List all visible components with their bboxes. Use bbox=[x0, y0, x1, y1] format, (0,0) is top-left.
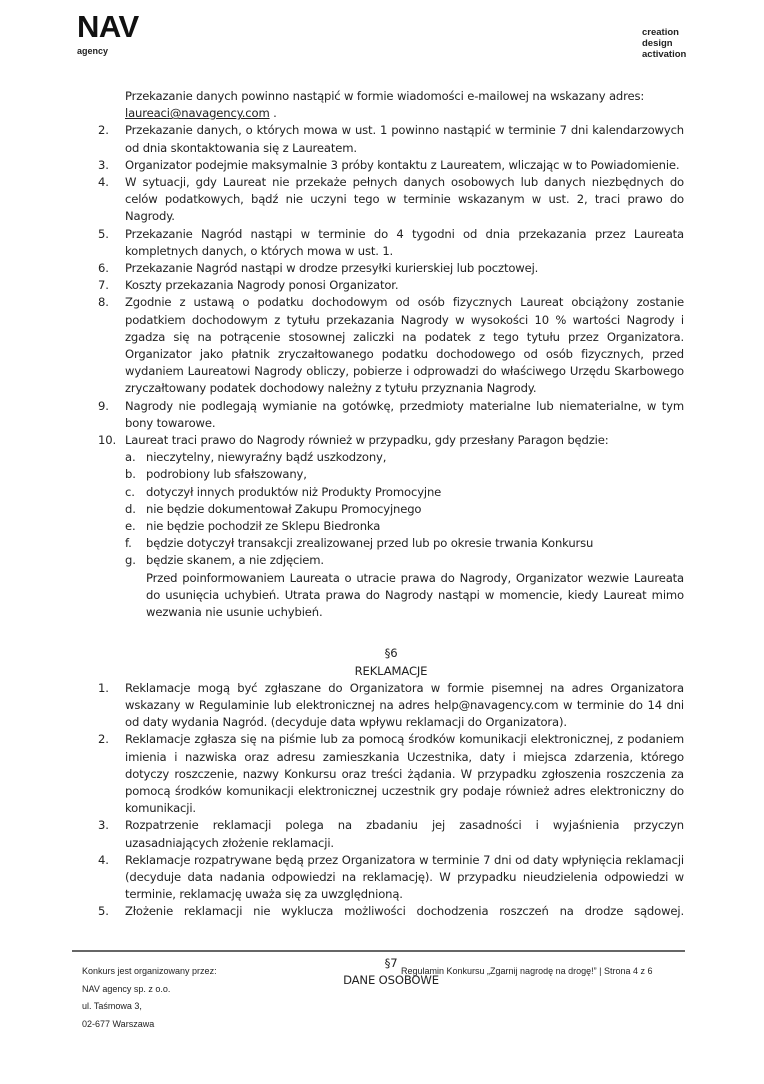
tagline-line: design bbox=[642, 38, 673, 49]
sub-item-text: nie będzie pochodził ze Sklepu Biedronka bbox=[146, 519, 381, 534]
item-text: Organizator podejmie maksymalnie 3 próby kontaktu z Laureatem, wliczając w to Powiadomienie. bbox=[125, 157, 680, 172]
item-number: 7. bbox=[98, 278, 109, 293]
sub-item-text: nieczytelny, niewyraźny bądź uszkodzony, bbox=[146, 450, 387, 465]
organizer-line: ul. Taśmowa 3, bbox=[82, 1001, 142, 1011]
item-number: 9. bbox=[98, 398, 109, 413]
item-number: 2. bbox=[98, 732, 109, 747]
list-item bbox=[98, 260, 684, 277]
item-text: Przekazanie Nagród nastąpi w terminie do 4 tygodni od dnia przekazania przez Laureata kompletnych danych, o których mowa w ust. 1. bbox=[125, 226, 684, 258]
sub-item-letter: d. bbox=[125, 501, 136, 516]
document-body bbox=[98, 88, 684, 989]
sub-item-letter: g. bbox=[125, 553, 136, 568]
laureaci-email-link[interactable]: laureaci@navagency.com bbox=[125, 106, 270, 121]
item-number: 10. bbox=[98, 433, 116, 448]
section-6-number: §6 bbox=[384, 646, 398, 661]
sub-list-item bbox=[98, 535, 684, 552]
item-1-tail-text: Przekazanie danych powinno nastąpić w formie wiadomości e-mailowej na wskazany adres: bbox=[125, 89, 645, 103]
sub-list-item bbox=[98, 484, 684, 501]
sub-list-item bbox=[98, 466, 684, 483]
list-item bbox=[98, 680, 684, 732]
item-text: Reklamacje rozpatrywane będą przez Organizatora w terminie 7 dni od daty wpłynięcia reklamacji (decyduje data nadania odpowiedzi na reklamację). W przypadku nieudzielenia odpowiedzi w terminie, reklamację uważa się za uwzględnioną. bbox=[125, 852, 684, 902]
item-text: Zgodnie z ustawą o podatku dochodowym od osób fizycznych Laureat obciążony zostanie podatkiem dochodowym z tytułu przekazania Nagrody w wysokości 10 % wartości Nagrody i zgadza się na potrącenie stosownej zaliczki na podatek z tego tytułu przez Organizatora. Organizator jako płatnik zryczałtowanego podatku dochodowego od osób fizycznych, przed wydaniem Laureatowi Nagrody obliczy, pobierze i odprowadzi do właściwego Urzędu Skarbowego zryczałtowany podatek dochodowy należny z tytułu przyznania Nagrody. bbox=[125, 295, 684, 396]
section-7-number: §7 bbox=[384, 955, 398, 970]
item-1-tail-end: . bbox=[269, 106, 277, 121]
sub-item-text: dotyczył innych produktów niż Produkty Promocyjne bbox=[146, 484, 442, 499]
list-item bbox=[98, 174, 684, 226]
organizer-line: Konkurs jest organizowany przez: bbox=[82, 966, 217, 976]
item-1-continuation bbox=[98, 88, 684, 122]
sub-list-item bbox=[98, 449, 684, 466]
sub-item-text: będzie dotyczył transakcji zrealizowanej przed lub po okresie trwania Konkursu bbox=[146, 536, 594, 551]
sub-item-text: będzie skanem, a nie zdjęciem. bbox=[146, 553, 324, 568]
list-item bbox=[98, 731, 684, 817]
page-indicator: Regulamin Konkursu „Zgarnij nagrodę na drogę!” | Strona 4 z 6 bbox=[401, 966, 653, 976]
logo-subtitle: agency bbox=[77, 46, 109, 56]
item-text: Złożenie reklamacji nie wyklucza możliwości dochodzenia roszczeń na drodze sądowej. bbox=[125, 904, 684, 919]
item-number: 5. bbox=[98, 904, 109, 919]
tagline-line: creation bbox=[642, 27, 679, 38]
logo-wordmark: NAV bbox=[77, 9, 139, 44]
section-7-title: DANE OSOBOWE bbox=[343, 972, 439, 987]
list-item bbox=[98, 294, 684, 397]
list-item bbox=[98, 122, 684, 156]
item-number: 4. bbox=[98, 175, 109, 190]
item-number: 5. bbox=[98, 226, 109, 241]
sub-item-letter: e. bbox=[125, 519, 136, 534]
list-item bbox=[98, 852, 684, 904]
list-item bbox=[98, 817, 684, 851]
item-text: W sytuacji, gdy Laureat nie przekaże pełnych danych osobowych lub danych niezbędnych do celów podatkowych, bądź nie uczyni tego w terminie wskazanym w ust. 2, traci prawo do Nagrody. bbox=[125, 175, 684, 224]
organizer-line: NAV agency sp. z o.o. bbox=[82, 983, 171, 994]
item-number: 1. bbox=[98, 680, 109, 695]
sub-item-text: podrobiony lub sfałszowany, bbox=[146, 467, 307, 482]
list-item bbox=[98, 277, 684, 294]
closing-paragraph: Przed poinformowaniem Laureata o utracie prawa do Nagrody, Organizator wezwie Laureata do usunięcia uchybień. Utrata prawa do Nagrody nastąpi w momencie, kiedy Laureat mimo wezwania nie usunie uchybień. bbox=[146, 570, 684, 620]
item-number: 4. bbox=[98, 852, 109, 867]
tagline bbox=[642, 27, 686, 60]
sub-item-letter: b. bbox=[125, 467, 136, 482]
sub-list-item bbox=[98, 552, 684, 569]
item-number: 8. bbox=[98, 295, 109, 310]
footer-divider bbox=[72, 950, 685, 952]
organizer-line: 02-677 Warszawa bbox=[82, 1018, 155, 1029]
item-text: Przekazanie Nagród nastąpi w drodze przesyłki kurierskiej lub pocztowej. bbox=[125, 261, 539, 276]
spacer bbox=[98, 621, 684, 645]
sub-list-item bbox=[98, 501, 684, 518]
item-text: Koszty przekazania Nagrody ponosi Organizator. bbox=[125, 278, 399, 293]
item-number: 2. bbox=[98, 123, 109, 138]
nav-agency-logo bbox=[77, 9, 139, 56]
item-text: Rozpatrzenie reklamacji polega na zbadaniu jej zasadności i wyjaśnienia przyczyn uzasadniających złożenie reklamacji. bbox=[125, 818, 684, 850]
section-6-title: REKLAMACJE bbox=[354, 663, 428, 678]
sub-item-letter: f. bbox=[125, 536, 132, 551]
sub-list-item bbox=[98, 518, 684, 535]
sub-item-text: nie będzie dokumentował Zakupu Promocyjnego bbox=[146, 501, 422, 516]
item-text: Przekazanie danych, o których mowa w ust. 1 powinno nastąpić w terminie 7 dni kalendarzowych od dnia skontaktowania się z Laureatem. bbox=[125, 123, 684, 155]
item-text: Reklamacje mogą być zgłaszane do Organizatora w formie pisemnej na adres Organizatora wskazany w Regulaminie lub elektronicznej na adres help@navagency.com w terminie do 14 dni od daty wydania Nagród. (decyduje data wpływu reklamacji do Organizatora). bbox=[125, 680, 684, 730]
item-number: 3. bbox=[98, 157, 109, 172]
item-text: Nagrody nie podlegają wymianie na gotówkę, przedmioty materialne lub niematerialne, w tym bony towarowe. bbox=[125, 398, 684, 430]
list-item bbox=[98, 226, 684, 260]
item-text: Reklamacje zgłasza się na piśmie lub za pomocą środków komunikacji elektronicznej, z podaniem imienia i nazwiska oraz adresu zamieszkania Uczestnika, daty i miejsca zdarzenia, którego dotyczy roszczenie, nazwy Konkursu oraz treści żądania. W przypadku zgłoszenia roszczenia za pomocą środków komunikacji elektronicznej uczestnik gry podaje również adres elektroniczny do komunikacji. bbox=[125, 732, 684, 816]
item-number: 3. bbox=[98, 818, 109, 833]
item-number: 6. bbox=[98, 261, 109, 276]
list-item bbox=[98, 398, 684, 432]
list-item bbox=[98, 432, 684, 449]
organizer-info bbox=[82, 963, 217, 1033]
list-item bbox=[98, 903, 684, 920]
sub-item-letter: c. bbox=[125, 484, 135, 499]
item-text: Laureat traci prawo do Nagrody również w przypadku, gdy przesłany Paragon będzie: bbox=[125, 433, 609, 448]
list-item bbox=[98, 157, 684, 174]
sub-item-letter: a. bbox=[125, 450, 136, 465]
tagline-line: activation bbox=[642, 49, 687, 60]
